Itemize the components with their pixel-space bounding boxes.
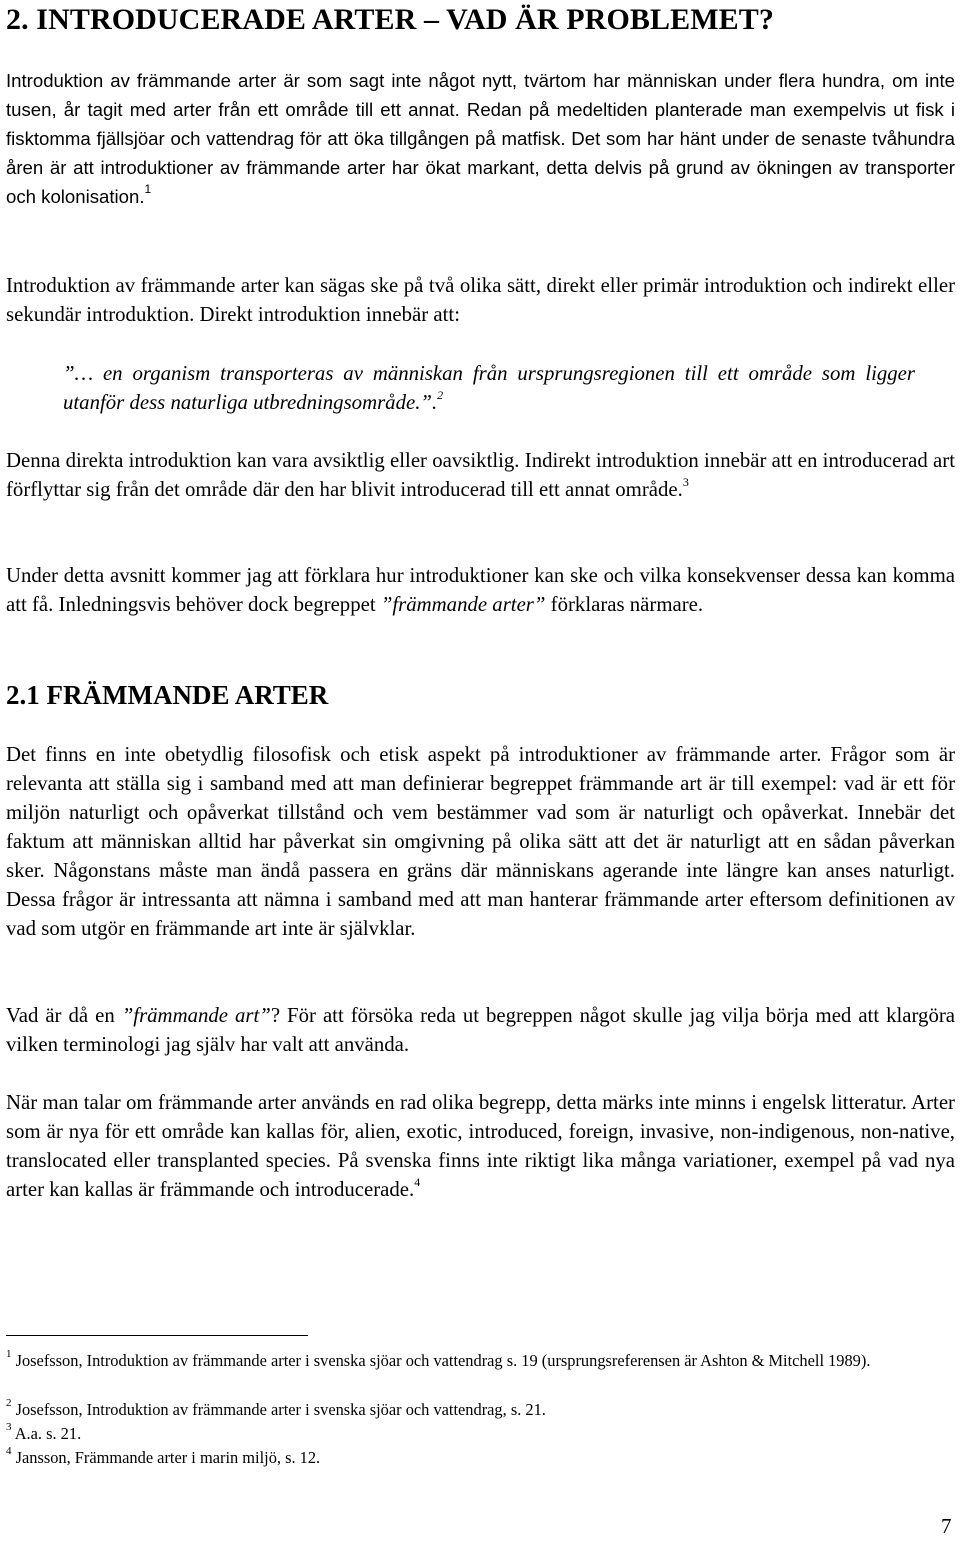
footnote-ref-4: 4 xyxy=(414,1175,421,1189)
paragraph-text-after: ? För att försöka reda ut begreppen något skulle jag vilja börja med att klargöra vilken terminologi jag själv har valt att använda. xyxy=(6,1004,955,1056)
block-quote xyxy=(63,359,915,417)
paragraph-text: Introduktion av främmande arter är som sagt inte något nytt, tvärtom har människan under flera hundra, om inte tusen, år tagit med arter från ett område till ett annat. Redan på medeltiden planterade man exempelvis ut fisk i fisktomma fjällsjöar och vattendrag för att öka tillgången på matfisk. Det som har hänt under de senaste tvåhundra åren är att introduktioner av främmande arter har ökat markant, detta delvis på grund av ökningen av transporter och kolonisation. xyxy=(6,70,955,207)
paragraph-terminology-variants xyxy=(6,1088,955,1204)
paragraph-text-before: Vad är då en xyxy=(6,1004,122,1027)
footnote-text: Josefsson, Introduktion av främmande arter i svenska sjöar och vattendrag s. 19 (ursprungsreferensen är Ashton & Mitchell 1989). xyxy=(15,1351,871,1370)
footnote-4 xyxy=(6,1446,955,1470)
footnote-1 xyxy=(6,1349,955,1373)
footnote-text: Josefsson, Introduktion av främmande arter i svenska sjöar och vattendrag, s. 21. xyxy=(15,1400,546,1419)
term-frammande-art: ”främmande art” xyxy=(121,1004,271,1027)
paragraph-introduction-history xyxy=(6,66,955,211)
paragraph-terminology-question xyxy=(6,1001,955,1059)
paragraph-section-overview xyxy=(6,561,955,619)
chapter-heading: 2. INTRODUCERADE ARTER – VAD ÄR PROBLEMET? xyxy=(6,3,774,36)
quote-text: ”… en organism transporteras av människan från ursprungsregionen till ett område som ligger utanför dess naturliga utbredningsområde.”. xyxy=(63,362,915,414)
footnote-text: A.a. s. 21. xyxy=(14,1424,82,1443)
page-number: 7 xyxy=(941,1514,952,1538)
paragraph-philosophical-aspect: Det finns en inte obetydlig filosofisk och etisk aspekt på introduktioner av främmande arter. Frågor som är relevanta att ställa sig i samband med att man definierar begreppet främmande art är till exempel: vad är ett för miljön naturligt och opåverkat tillstånd och vem bestämmer vad som är naturligt och opåverkat. Innebär det faktum att människan alltid har påverkat sin omgivning på olika sätt att det är naturligt att en sådan påverkan sker. Någonstans måste man ändå passera en gräns där människans agerande inte längre kan anses naturligt. Dessa frågor är intressanta att nämna i samband med att man hanterar främmande arter eftersom definitionen av vad som utgör en främmande art inte är självklar. xyxy=(6,743,955,940)
section-heading: 2.1 FRÄMMANDE ARTER xyxy=(6,680,329,710)
paragraph-text: När man talar om främmande arter används en rad olika begrepp, detta märks inte minns i engelsk litteratur. Arter som är nya för ett område kan kallas för, alien, exotic, introduced, foreign, invasive, non-indigenous, non-native, translocated eller transplanted species. På svenska finns inte riktigt lika många variationer, exempel på vad nya arter kan kallas är främmande och introducerade. xyxy=(6,1091,955,1201)
footnote-number: 3 xyxy=(6,1421,12,1433)
footnote-separator xyxy=(6,1335,308,1336)
paragraph-text-after: förklaras närmare. xyxy=(545,593,704,616)
footnote-number: 4 xyxy=(6,1445,12,1457)
footnote-2 xyxy=(6,1398,955,1422)
footnote-number: 2 xyxy=(6,1397,12,1409)
footnote-text: Jansson, Främmande arter i marin miljö, s. 12. xyxy=(15,1448,321,1467)
paragraph-text: Denna direkta introduktion kan vara avsiktlig eller oavsiktlig. Indirekt introduktion innebär att en introducerad art förflyttar sig från det område där den har blivit introducerad till ett annat område. xyxy=(6,449,955,501)
paragraph-text-before: Under detta avsnitt kommer jag att förklara hur introduktioner kan ske och vilka konsekvenser dessa kan komma att få. Inledningsvis behöver dock begreppet xyxy=(6,564,955,616)
footnote-number: 1 xyxy=(6,1348,12,1360)
footnote-ref-3: 3 xyxy=(682,475,689,489)
footnote-ref-1: 1 xyxy=(144,182,152,196)
term-frammande-arter: ”främmande arter” xyxy=(380,593,546,616)
footnote-3 xyxy=(6,1422,955,1446)
paragraph-introduction-types: Introduktion av främmande arter kan sägas ske på två olika sätt, direkt eller primär introduktion och indirekt eller sekundär introduktion. Direkt introduktion innebär att: xyxy=(6,274,955,326)
paragraph-direct-indirect xyxy=(6,446,955,504)
footnote-ref-2: 2 xyxy=(437,388,444,402)
